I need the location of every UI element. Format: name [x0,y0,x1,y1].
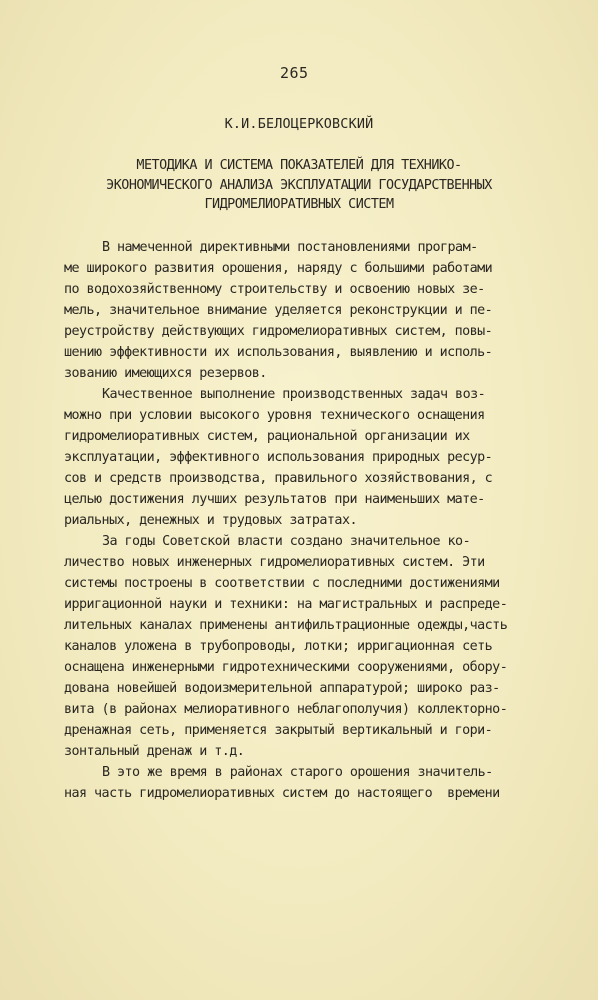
body-line: системы построены в соответствии с последними достижениями [64,576,500,591]
body-line: риальных, денежных и трудовых затратах. [64,513,357,528]
body-line: зонтальный дренаж и т.д. [64,744,245,759]
body-line: сов и средств производства, правильного хозяйствования, с [64,471,493,486]
body-line: дренажная сеть, применяется закрытый вертикальный и гори- [64,723,493,738]
body-line: Качественное выполнение производственных задач воз- [102,387,486,402]
author-name: К.И.БЕЛОЦЕРКОВСКИЙ [224,117,374,132]
body-line: ирригационной науки и техники: на магистральных и распреде- [64,597,508,612]
body-line: шению эффективности их использования, выявлению и исполь- [64,345,493,360]
body-line: ная часть гидромелиоративных систем до настоящего времени [64,786,500,801]
body-line: каналов уложена в трубопроводы, лотки; ирригационная сеть [64,639,493,654]
body-line: реустройству действующих гидромелиоративных систем, повы- [64,324,493,339]
body-line: оснащена инженерными гидротехническими сооружениями, обору- [64,660,508,675]
body-line: ме широкого развития орошения, наряду с большими работами [64,261,493,276]
title-line-2: ЭКОНОМИЧЕСКОГО АНАЛИЗА ЭКСПЛУАТАЦИИ ГОСУДАРСТВЕННЫХ [106,178,492,193]
body-line: по водохозяйственному строительству и освоению новых зе- [64,282,485,297]
body-line: гидромелиоративных систем, рациональной организации их [64,429,470,444]
body-line: вита (в районах мелиоративного неблагополучия) коллекторно- [64,702,508,717]
body-line: дована новейшей водоизмерительной аппаратурой; широко раз- [64,681,500,696]
title-line-1: МЕТОДИКА И СИСТЕМА ПОКАЗАТЕЛЕЙ ДЛЯ ТЕХНИКО- [136,158,462,173]
body-line: За годы Советской власти создано значительное ко- [102,534,471,549]
body-line: зованию имеющихся резервов. [64,366,267,381]
body-line: лительных каналах применены антифильтрационные одежды,часть [64,618,508,633]
body-line: эксплуатации, эффективного использования природных ресур- [64,450,493,465]
body-line: личество новых инженерных гидромелиоративных систем. Эти [64,555,485,570]
body-line: можно при условии высокого уровня технического оснащения [64,408,485,423]
body-line: целью достижения лучших результатов при наименьших мате- [64,492,485,507]
page-number: 265 [280,64,309,82]
body-line: мель, значительное внимание уделяется реконструкции и пе- [64,303,493,318]
title-line-3: ГИДРОМЕЛИОРАТИВНЫХ СИСТЕМ [204,197,394,212]
body-line: В это же время в районах старого орошения значитель- [102,765,493,780]
body-line: В намеченной директивными постановлениями програм- [102,240,478,255]
